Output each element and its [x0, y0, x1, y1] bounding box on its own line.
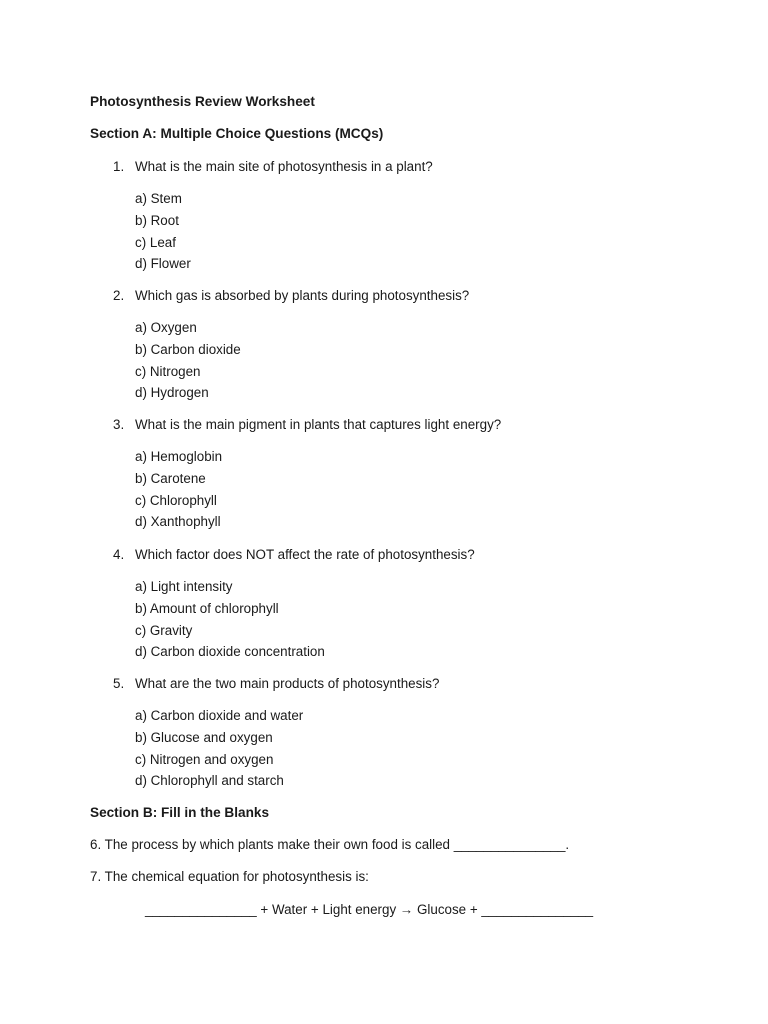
option: a) Stem — [135, 191, 182, 206]
question-4-options — [135, 576, 325, 663]
option: a) Oxygen — [135, 320, 197, 335]
option: a) Hemoglobin — [135, 449, 223, 464]
option: c) Chlorophyll — [135, 492, 217, 508]
option: c) Nitrogen and oxygen — [135, 751, 274, 767]
option: d) Carbon dioxide concentration — [135, 644, 325, 660]
worksheet-title: Photosynthesis Review Worksheet — [90, 94, 315, 109]
option: a) Carbon dioxide and water — [135, 708, 304, 723]
question-5 — [113, 676, 439, 691]
photosynthesis-equation: _______________ + Water + Light energy → Glucose + _______________ — [145, 902, 594, 917]
question-4 — [113, 547, 475, 562]
question-1-options — [135, 188, 191, 275]
option: b) Root — [135, 212, 179, 228]
question-text: What is the main pigment in plants that captures light energy? — [135, 417, 502, 432]
option: d) Hydrogen — [135, 385, 209, 401]
option: d) Chlorophyll and starch — [135, 773, 284, 789]
option: b) Carbon dioxide — [135, 341, 241, 357]
question-1 — [113, 159, 433, 174]
option: c) Nitrogen — [135, 363, 201, 379]
question-number: 4. — [113, 547, 125, 562]
question-2 — [113, 288, 469, 303]
question-text: Which factor does NOT affect the rate of photosynthesis? — [135, 547, 475, 562]
section-b-heading: Section B: Fill in the Blanks — [90, 805, 270, 820]
question-3-options — [135, 446, 222, 533]
question-number: 5. — [113, 676, 125, 691]
option: d) Flower — [135, 256, 191, 272]
option: c) Leaf — [135, 234, 176, 250]
option: a) Light intensity — [135, 579, 233, 594]
option: b) Glucose and oxygen — [135, 729, 273, 745]
question-number: 3. — [113, 417, 125, 432]
fill-in-question-6: 6. The process by which plants make their own food is called _______________. — [90, 837, 570, 852]
question-5-options — [135, 705, 303, 792]
question-text: What are the two main products of photosynthesis? — [135, 676, 440, 691]
option: b) Carotene — [135, 470, 206, 486]
question-text: What is the main site of photosynthesis in a plant? — [135, 159, 433, 174]
option: d) Xanthophyll — [135, 514, 221, 530]
question-3 — [113, 417, 501, 432]
question-text: Which gas is absorbed by plants during photosynthesis? — [135, 288, 470, 303]
option: b) Amount of chlorophyll — [135, 600, 279, 616]
question-2-options — [135, 317, 241, 404]
question-number: 1. — [113, 159, 125, 174]
question-number: 2. — [113, 288, 125, 303]
section-a-heading: Section A: Multiple Choice Questions (MCQs) — [90, 126, 384, 141]
fill-in-question-7: 7. The chemical equation for photosynthesis is: — [90, 869, 369, 884]
option: c) Gravity — [135, 622, 193, 638]
